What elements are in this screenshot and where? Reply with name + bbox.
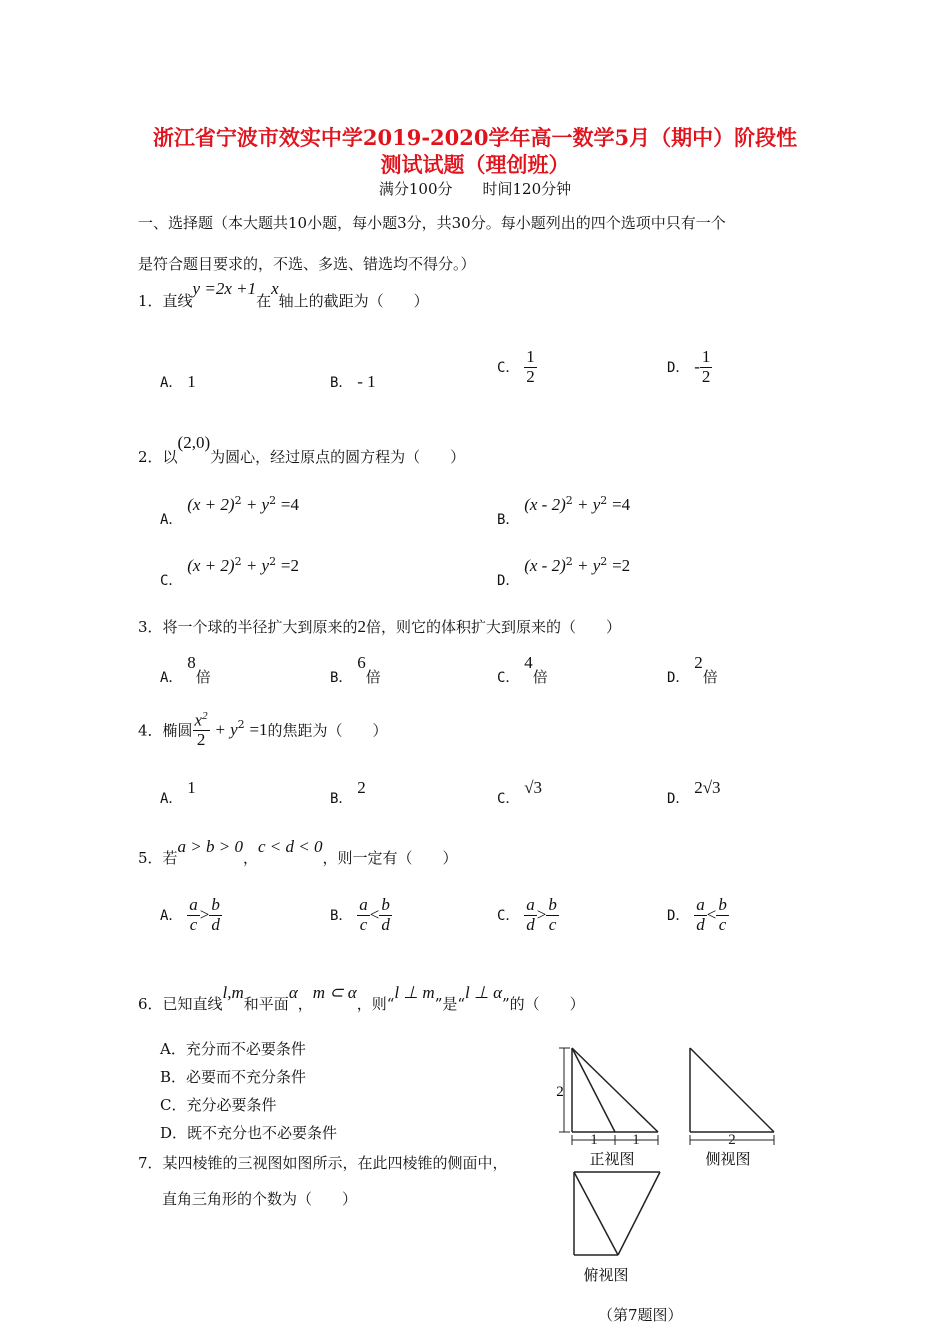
q3-option-c: C． 4倍 [497, 653, 548, 686]
question-1: 1．直线y =2x +1在x轴上的截距为（ ） [138, 279, 429, 310]
q4-option-a: A． 1 [160, 778, 196, 807]
q3-option-d: D． 2倍 [667, 653, 718, 686]
title-line-1: 浙江省宁波市效实中学2019-2020学年高一数学5月（期中）阶段性 [152, 125, 798, 150]
three-view-figure [550, 1040, 790, 1290]
question-3: 3．将一个球的半径扩大到原来的2倍，则它的体积扩大到原来的（ ） [138, 617, 622, 636]
question-7-line-2: 直角三角形的个数为（ ） [162, 1190, 358, 1208]
side-view-label: 侧视图 [705, 1150, 751, 1168]
dim-w3-label: 2 [728, 1132, 736, 1148]
q5-option-a: A． $\frac{a}{c}$ > $\frac{b}{d}$ [160, 895, 220, 934]
q2-option-c: C． $(x + 2)^2 + y^2 =2$ [160, 555, 299, 589]
subtitle: 满分100分 时间120分钟 [378, 180, 572, 198]
q6-option-a: A．充分而不必要条件 [160, 1040, 306, 1058]
q1-option-b: B． - 1 [330, 372, 376, 391]
section-header-line-1: 一、选择题（本大题共10小题，每小题3分，共30分。每小题列出的四个选项中只有一个 [138, 214, 726, 232]
q2-option-d: D． $(x - 2)^2 + y^2 =2$ [497, 555, 631, 589]
question-2: 2．以(2,0)为圆心，经过原点的圆方程为（ ） [138, 433, 466, 466]
q6-option-c: C．充分必要条件 [160, 1096, 277, 1114]
q3-option-b: B． 6倍 [330, 653, 381, 686]
q6-option-b: B．必要而不充分条件 [160, 1068, 307, 1086]
q5-option-c: C． $\frac{a}{d}$ > $\frac{b}{c}$ [497, 895, 557, 934]
question-7-line-1: 7．某四棱锥的三视图如图所示，在此四棱锥的侧面中， [138, 1154, 508, 1172]
q4-option-b: B． 2 [330, 778, 366, 807]
top-view [574, 1172, 660, 1255]
title-line-2: 测试试题（理创班） [380, 152, 570, 177]
q2-option-b: B． $(x - 2)^2 + y^2 =4$ [497, 494, 631, 528]
question-4: 4．椭圆 $\frac{x^2}{2}$ + $y^2 =1$的焦距为（ ） [138, 710, 388, 750]
top-view-label: 俯视图 [583, 1266, 629, 1284]
dim-w2-label: 1 [632, 1132, 640, 1148]
q2-option-a: A． $(x + 2)^2 + y^2 =4$ [160, 494, 299, 528]
front-view [572, 1048, 658, 1132]
q1-option-c: C． $\frac{1}{2}$ [497, 347, 535, 386]
figure-caption: （第7题图） [598, 1306, 683, 1324]
q5-option-d: D． $\frac{a}{d}$ < $\frac{b}{c}$ [667, 895, 727, 934]
q3-option-a: A． 8倍 [160, 653, 211, 686]
q1-option-d: D． - $\frac{1}{2}$ [667, 347, 711, 386]
q5-option-b: B． $\frac{a}{c}$ < $\frac{b}{d}$ [330, 895, 390, 934]
q1-option-a: A． 1 [160, 372, 196, 391]
front-view-label: 正视图 [589, 1150, 635, 1168]
section-header-line-2: 是符合题目要求的，不选、多选、错选均不得分。） [138, 255, 476, 273]
question-5: 5．若a > b > 0，c < d < 0，则一定有（ ） [138, 837, 458, 867]
dim-w1-label: 1 [590, 1132, 598, 1148]
side-view [690, 1048, 774, 1132]
front-view-dimensions [559, 1048, 658, 1145]
dim-height-label: 2 [556, 1084, 564, 1100]
question-6: 6．已知直线l,m和平面α，m ⊂ α，则“l ⊥ m”是“l ⊥ α”的（ ） [138, 983, 585, 1013]
q6-option-d: D．既不充分也不必要条件 [160, 1124, 338, 1142]
q4-option-c: C． √3 [497, 778, 543, 807]
q4-option-d: D． 2√3 [667, 778, 721, 807]
